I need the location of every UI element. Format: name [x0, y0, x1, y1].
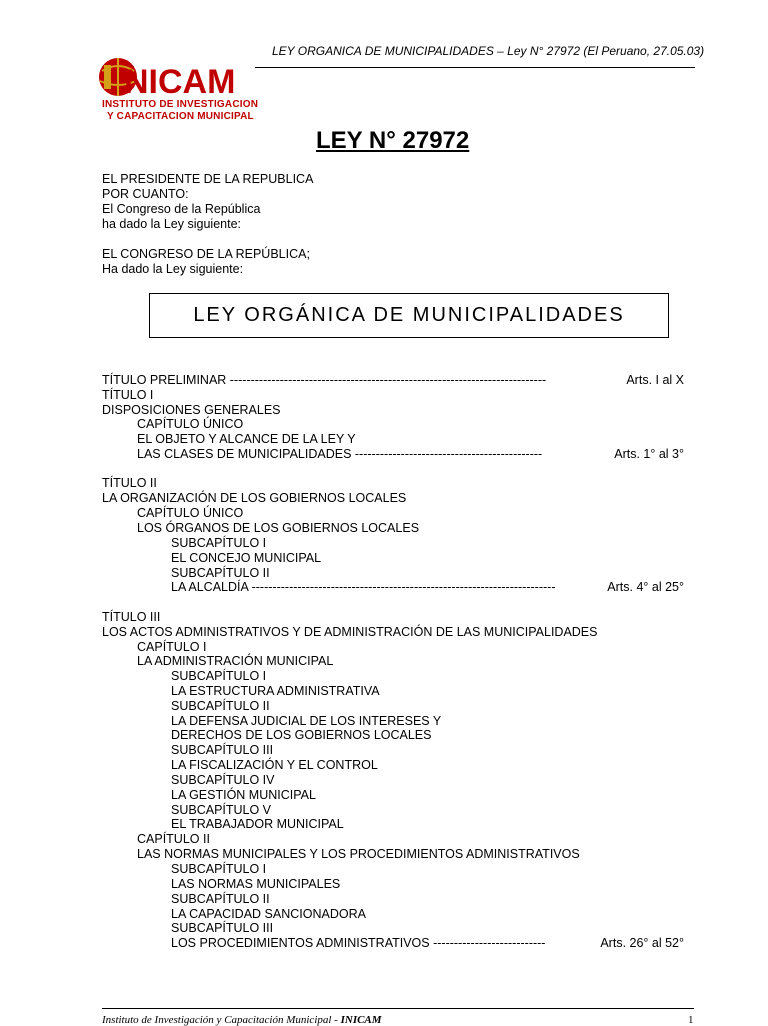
toc-line: CAPÍTULO ÚNICO [137, 417, 244, 431]
toc-line: SUBCAPÍTULO II [171, 699, 270, 713]
logo-line-2: Y CAPACITACION MUNICIPAL [107, 111, 254, 122]
toc-line: LA CAPACIDAD SANCIONADORA [171, 907, 366, 921]
toc-line: SUBCAPÍTULO V [171, 803, 272, 817]
toc-line: SUBCAPÍTULO IV [171, 773, 275, 787]
intro-line: Ha dado la Ley siguiente: [102, 262, 244, 276]
toc-articles: Arts. 4° al 25° [607, 580, 684, 594]
intro-line: El Congreso de la República [102, 202, 261, 216]
footer-institute-name: Instituto de Investigación y Capacitación Municipal - [102, 1014, 341, 1026]
toc-line: TÍTULO PRELIMINAR ---------------------------------------------------------------------------- [102, 373, 547, 387]
toc-line: DERECHOS DE LOS GOBIERNOS LOCALES [171, 728, 432, 742]
toc-line: LOS ACTOS ADMINISTRATIVOS Y DE ADMINISTRACIÓN DE LAS MUNICIPALIDADES [102, 625, 598, 639]
toc-line: SUBCAPÍTULO I [171, 669, 267, 683]
toc-line: SUBCAPÍTULO II [171, 892, 270, 906]
toc-line: LOS ÓRGANOS DE LOS GOBIERNOS LOCALES [137, 521, 420, 535]
intro-line: ha dado la Ley siguiente: [102, 217, 241, 231]
toc-line: EL OBJETO Y ALCANCE DE LA LEY Y [137, 432, 356, 446]
law-name-box [149, 293, 669, 338]
toc-line: LA DEFENSA JUDICIAL DE LOS INTERESES Y [171, 714, 442, 728]
toc-line: LAS NORMAS MUNICIPALES Y LOS PROCEDIMIENTOS ADMINISTRATIVOS [137, 847, 580, 861]
toc-line: EL CONCEJO MUNICIPAL [171, 551, 322, 565]
header-rule [255, 67, 695, 68]
page-number: 1 [688, 1014, 694, 1026]
toc-line: LA FISCALIZACIÓN Y EL CONTROL [171, 758, 378, 772]
toc-articles: Arts. 1° al 3° [614, 447, 684, 461]
toc-line: DISPOSICIONES GENERALES [102, 403, 281, 417]
toc-line: TÍTULO II [102, 476, 157, 490]
toc-line: TÍTULO III [102, 610, 161, 624]
toc-line: CAPÍTULO ÚNICO [137, 506, 244, 520]
toc-line: LA ALCALDÍA ------------------------------------------------------------------------- [171, 580, 556, 594]
toc-line: TÍTULO I [102, 388, 154, 402]
logo-line-1: INSTITUTO DE INVESTIGACION [102, 99, 259, 110]
toc-line: LA ADMINISTRACIÓN MUNICIPAL [137, 654, 334, 668]
toc-line: EL TRABAJADOR MUNICIPAL [171, 817, 344, 831]
footer-institute [102, 1014, 382, 1026]
toc-articles: Arts. I al X [626, 373, 684, 387]
law-title: LEY N° 27972 [316, 127, 470, 154]
svg-text:NICAM: NICAM [124, 63, 236, 99]
law-name: LEY ORGÁNICA DE MUNICIPALIDADES [193, 304, 625, 326]
toc-line: LA ORGANIZACIÓN DE LOS GOBIERNOS LOCALES [102, 491, 407, 505]
toc-line: LA GESTIÓN MUNICIPAL [171, 788, 316, 802]
toc-line: LAS CLASES DE MUNICIPALIDADES --------------------------------------------- [137, 447, 543, 461]
toc-line: SUBCAPÍTULO III [171, 743, 274, 757]
intro-line: EL PRESIDENTE DE LA REPUBLICA [102, 172, 314, 186]
toc-line: SUBCAPÍTULO III [171, 921, 274, 935]
footer-rule [102, 1008, 694, 1009]
toc-line: LA ESTRUCTURA ADMINISTRATIVA [171, 684, 380, 698]
toc-line: SUBCAPÍTULO II [171, 566, 270, 580]
toc-line: LAS NORMAS MUNICIPALES [171, 877, 341, 891]
toc-articles: Arts. 26° al 52° [600, 936, 684, 950]
toc-line: SUBCAPÍTULO I [171, 862, 267, 876]
toc-line: CAPÍTULO II [137, 832, 210, 846]
toc-line: SUBCAPÍTULO I [171, 536, 267, 550]
intro-line: EL CONGRESO DE LA REPÚBLICA; [102, 247, 310, 261]
toc-line: LOS PROCEDIMIENTOS ADMINISTRATIVOS --------------------------- [171, 936, 546, 950]
running-header: LEY ORGANICA DE MUNICIPALIDADES – Ley N° 27972 (El Peruano, 27.05.03) [272, 44, 705, 58]
footer-brand: INICAM [340, 1014, 382, 1026]
toc-line: CAPÍTULO I [137, 640, 207, 654]
intro-line: POR CUANTO: [102, 187, 189, 201]
